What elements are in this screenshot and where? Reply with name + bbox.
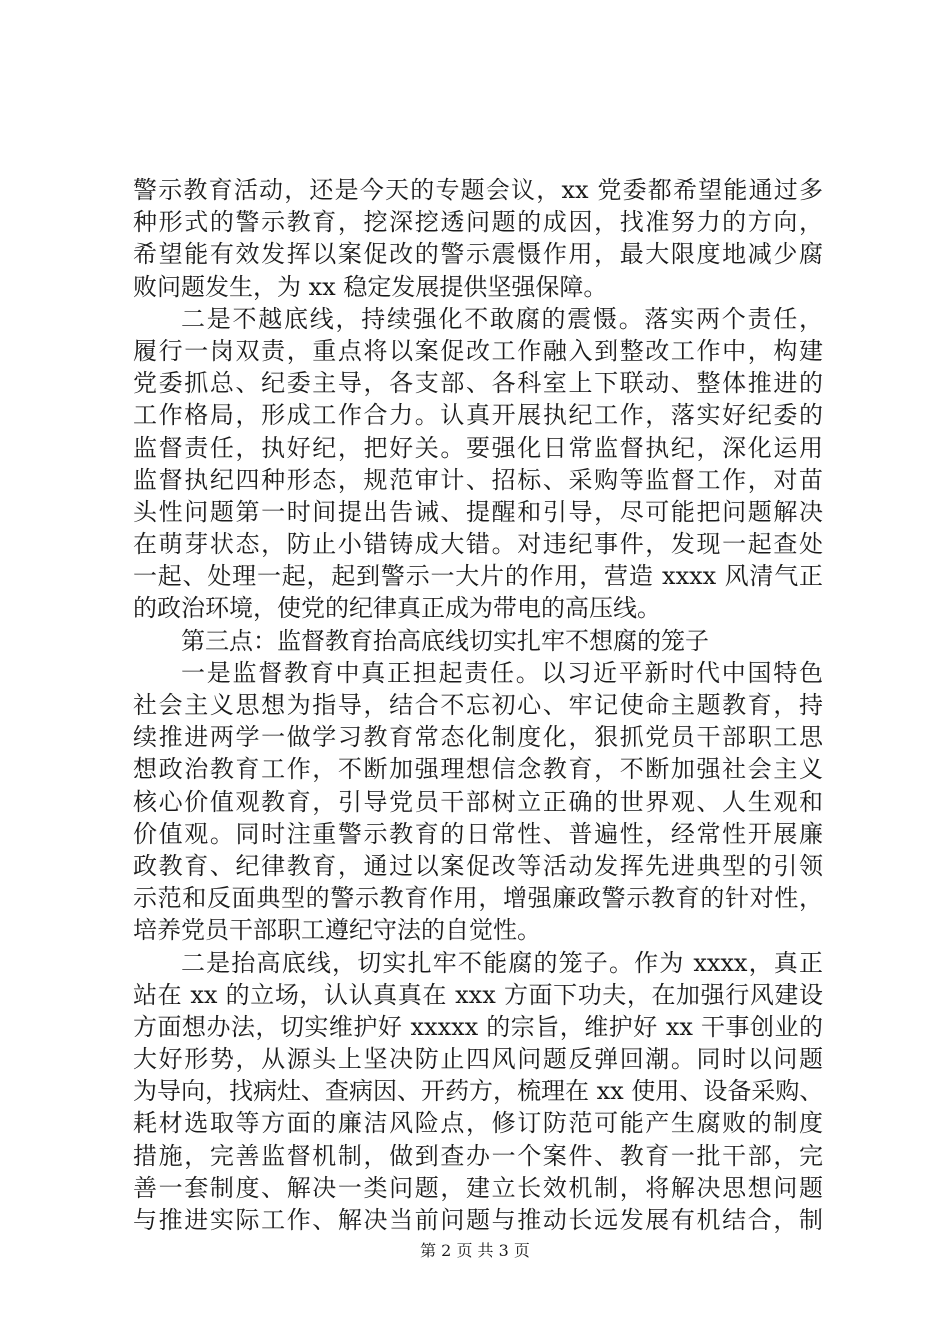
text-line: 希望能有效发挥以案促改的警示震慑作用，最大限度地减少腐 (133, 240, 823, 269)
text-line: 警示教育活动，还是今天的专题会议，xx 党委都希望能通过多 (133, 176, 823, 204)
text-line: 培养党员干部职工遵纪守法的自觉性。 (133, 916, 541, 945)
text-line: 耗材选取等方面的廉洁风险点，修订防范可能产生腐败的制度 (133, 1109, 823, 1138)
text-line: 履行一岗双责，重点将以案促改工作融入到整改工作中，构建 (133, 336, 823, 365)
text-line: 措施，完善监督机制，做到查办一个案件、教育一批干部，完 (133, 1141, 823, 1170)
text-line: 头性问题第一时间提出告诫、提醒和引导，尽可能把问题解决 (133, 497, 823, 526)
text-line: 价值观。同时注重警示教育的日常性、普遍性，经常性开展廉 (133, 819, 823, 848)
document-body (133, 174, 823, 1236)
text-line: 的政治环境，使党的纪律真正成为带电的高压线。 (133, 594, 661, 623)
text-line: 善一套制度、解决一类问题，建立长效机制，将解决思想问题 (133, 1173, 823, 1202)
section-heading: 第三点：监督教育抬高底线切实扎牢不想腐的笼子 (181, 626, 709, 655)
text-line: 种形式的警示教育，挖深挖透问题的成因，找准努力的方向， (133, 208, 823, 237)
text-line: 工作格局，形成工作合力。认真开展执纪工作，落实好纪委的 (133, 401, 823, 430)
text-line: 社会主义思想为指导，结合不忘初心、牢记使命主题教育，持 (133, 691, 823, 719)
text-line: 二是不越底线，持续强化不敢腐的震慑。落实两个责任， (181, 304, 823, 333)
text-line: 党委抓总、纪委主导，各支部、各科室上下联动、整体推进的 (133, 369, 823, 398)
text-line: 一起、处理一起，起到警示一大片的作用，营造 xxxx 风清气正 (133, 562, 823, 591)
text-line: 与推进实际工作、解决当前问题与推动长远发展有机结合，制 (133, 1206, 823, 1234)
page-number-footer: 第 2 页 共 3 页 (420, 1241, 530, 1260)
text-line: 政教育、纪律教育，通过以案促改等活动发挥先进典型的引领 (133, 851, 823, 880)
text-line: 监督责任，执好纪，把好关。要强化日常监督执纪，深化运用 (133, 433, 823, 462)
text-line: 大好形势，从源头上坚决防止四风问题反弹回潮。同时以问题 (133, 1045, 823, 1074)
text-line: 一是监督教育中真正担起责任。以习近平新时代中国特色 (181, 658, 823, 687)
text-line: 在萌芽状态，防止小错铸成大错。对违纪事件，发现一起查处 (133, 530, 823, 559)
text-line: 为导向，找病灶、查病因、开药方，梳理在 xx 使用、设备采购、 (133, 1077, 823, 1106)
text-line: 站在 xx 的立场，认认真真在 xxx 方面下功夫，在加强行风建设 (133, 980, 823, 1009)
text-line: 续推进两学一做学习教育常态化制度化，狠抓党员干部职工思 (133, 723, 823, 752)
text-line: 方面想办法，切实维护好 xxxxx 的宗旨，维护好 xx 干事创业的 (133, 1012, 823, 1041)
text-line: 核心价值观教育，引导党员干部树立正确的世界观、人生观和 (133, 787, 823, 816)
text-line: 监督执纪四种形态，规范审计、招标、采购等监督工作，对苗 (133, 465, 823, 494)
text-line: 二是抬高底线，切实扎牢不能腐的笼子。作为 xxxx，真正 (181, 948, 823, 977)
text-line: 败问题发生，为 xx 稳定发展提供坚强保障。 (133, 272, 608, 301)
text-line: 想政治教育工作，不断加强理想信念教育，不断加强社会主义 (133, 755, 823, 784)
text-line: 示范和反面典型的警示教育作用，增强廉政警示教育的针对性， (133, 884, 823, 913)
